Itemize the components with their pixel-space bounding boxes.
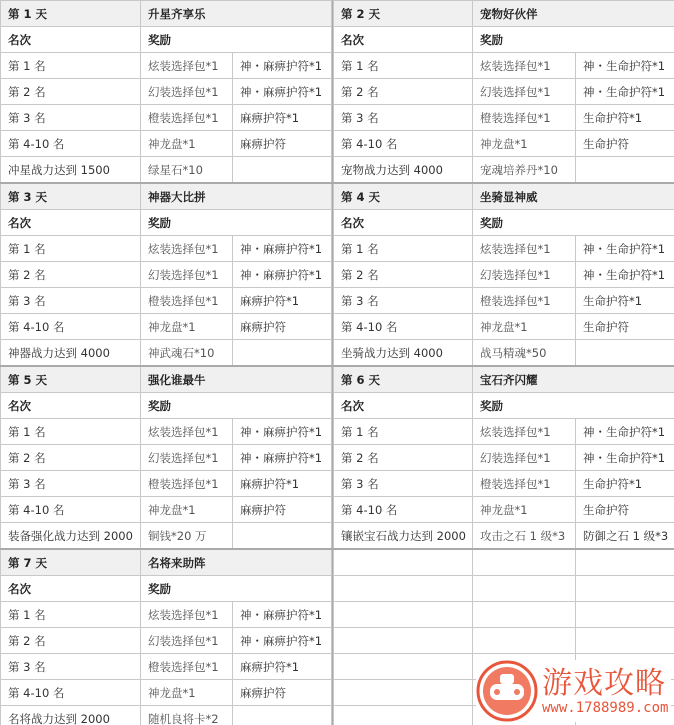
day-header-row bbox=[1, 1, 332, 27]
reward-header: 奖励 bbox=[473, 210, 674, 236]
table-row bbox=[1, 419, 332, 445]
rank-cell: 第 3 名 bbox=[334, 105, 473, 131]
reward-cell: 铜钱*20 万 bbox=[141, 523, 233, 550]
reward-cell: 炫装选择包*1 bbox=[141, 53, 233, 79]
reward-cell: 神・麻痹护符*1 bbox=[233, 236, 332, 262]
gamepad-logo-icon bbox=[476, 660, 538, 722]
reward-cell: 麻痹护符 bbox=[233, 131, 332, 157]
empty-cell bbox=[334, 680, 473, 706]
day-label: 第 4 天 bbox=[334, 183, 473, 210]
reward-cell bbox=[576, 157, 674, 184]
rewards-table-right bbox=[333, 0, 674, 725]
reward-cell: 炫装选择包*1 bbox=[141, 236, 233, 262]
table-row bbox=[334, 53, 674, 79]
reward-header: 奖励 bbox=[141, 210, 332, 236]
rank-cell: 第 1 名 bbox=[1, 53, 141, 79]
empty-cell bbox=[334, 576, 473, 602]
table-row bbox=[334, 131, 674, 157]
reward-cell: 战马精魂*50 bbox=[473, 340, 576, 367]
column-header-row bbox=[1, 210, 332, 236]
rank-cell: 第 3 名 bbox=[1, 471, 141, 497]
reward-cell: 橙装选择包*1 bbox=[141, 654, 233, 680]
reward-cell: 生命护符 bbox=[576, 314, 674, 340]
reward-cell: 神龙盘*1 bbox=[141, 497, 233, 523]
reward-cell: 生命护符*1 bbox=[576, 105, 674, 131]
table-row bbox=[334, 471, 674, 497]
table-row bbox=[334, 523, 674, 550]
event-title: 强化谁最牛 bbox=[141, 366, 332, 393]
event-title: 宠物好伙伴 bbox=[473, 1, 674, 27]
table-row bbox=[334, 340, 674, 367]
reward-cell: 神・麻痹护符*1 bbox=[233, 602, 332, 628]
table-row bbox=[334, 105, 674, 131]
day-label: 第 3 天 bbox=[1, 183, 141, 210]
rank-cell: 第 4-10 名 bbox=[334, 314, 473, 340]
empty-cell bbox=[576, 602, 674, 628]
empty-row bbox=[334, 549, 674, 576]
reward-cell: 橙装选择包*1 bbox=[473, 471, 576, 497]
rank-header: 名次 bbox=[1, 27, 141, 53]
column-header-row bbox=[1, 27, 332, 53]
reward-cell: 神・生命护符*1 bbox=[576, 236, 674, 262]
column-header-row bbox=[1, 576, 332, 602]
rank-cell: 第 4-10 名 bbox=[334, 497, 473, 523]
reward-cell: 橙装选择包*1 bbox=[141, 105, 233, 131]
table-row bbox=[1, 706, 332, 725]
left-column bbox=[0, 0, 333, 725]
reward-cell: 攻击之石 1 级*3 bbox=[473, 523, 576, 550]
rank-cell: 第 4-10 名 bbox=[1, 131, 141, 157]
right-column bbox=[333, 0, 674, 725]
rank-header: 名次 bbox=[1, 210, 141, 236]
table-row bbox=[1, 53, 332, 79]
table-row bbox=[334, 419, 674, 445]
watermark-url: www.1788989.com bbox=[542, 700, 669, 716]
table-row bbox=[334, 288, 674, 314]
reward-cell bbox=[233, 340, 332, 367]
rank-header: 名次 bbox=[1, 393, 141, 419]
rank-cell: 第 2 名 bbox=[334, 262, 473, 288]
day-label: 第 6 天 bbox=[334, 366, 473, 393]
reward-cell: 生命护符 bbox=[576, 497, 674, 523]
table-row bbox=[1, 262, 332, 288]
reward-cell: 炫装选择包*1 bbox=[473, 53, 576, 79]
rank-cell: 镶嵌宝石战力达到 2000 bbox=[334, 523, 473, 550]
empty-cell bbox=[334, 549, 473, 576]
reward-cell: 炫装选择包*1 bbox=[473, 419, 576, 445]
empty-cell bbox=[334, 654, 473, 680]
rank-cell: 名将战力达到 2000 bbox=[1, 706, 141, 725]
empty-cell bbox=[576, 549, 674, 576]
reward-cell: 神龙盘*1 bbox=[141, 680, 233, 706]
empty-row bbox=[334, 602, 674, 628]
reward-cell: 幻装选择包*1 bbox=[473, 445, 576, 471]
table-row bbox=[1, 288, 332, 314]
empty-cell bbox=[334, 706, 473, 725]
rank-header: 名次 bbox=[334, 393, 473, 419]
empty-cell bbox=[473, 576, 576, 602]
reward-cell: 神・麻痹护符*1 bbox=[233, 628, 332, 654]
reward-cell: 神龙盘*1 bbox=[141, 131, 233, 157]
rank-cell: 第 3 名 bbox=[334, 288, 473, 314]
event-title: 宝石齐闪耀 bbox=[473, 366, 674, 393]
reward-cell: 橙装选择包*1 bbox=[141, 288, 233, 314]
reward-cell: 神龙盘*1 bbox=[473, 497, 576, 523]
rank-cell: 第 2 名 bbox=[1, 445, 141, 471]
reward-cell: 神・生命护符*1 bbox=[576, 445, 674, 471]
reward-cell: 神・麻痹护符*1 bbox=[233, 79, 332, 105]
table-row bbox=[1, 680, 332, 706]
column-header-row bbox=[1, 393, 332, 419]
column-header-row bbox=[334, 393, 674, 419]
reward-cell: 幻装选择包*1 bbox=[141, 445, 233, 471]
table-row bbox=[334, 445, 674, 471]
empty-row bbox=[334, 628, 674, 654]
reward-cell: 神・麻痹护符*1 bbox=[233, 262, 332, 288]
reward-cell: 生命护符*1 bbox=[576, 471, 674, 497]
day-header-row bbox=[334, 1, 674, 27]
reward-cell: 麻痹护符 bbox=[233, 314, 332, 340]
column-header-row bbox=[334, 27, 674, 53]
rank-cell: 宠物战力达到 4000 bbox=[334, 157, 473, 184]
reward-cell bbox=[233, 706, 332, 725]
rank-cell: 第 3 名 bbox=[1, 105, 141, 131]
table-row bbox=[1, 236, 332, 262]
reward-cell: 神・生命护符*1 bbox=[576, 79, 674, 105]
rank-cell: 第 1 名 bbox=[334, 419, 473, 445]
event-title: 神器大比拼 bbox=[141, 183, 332, 210]
rank-cell: 第 2 名 bbox=[1, 79, 141, 105]
table-row bbox=[1, 497, 332, 523]
reward-header: 奖励 bbox=[473, 27, 674, 53]
day-label: 第 1 天 bbox=[1, 1, 141, 27]
empty-cell bbox=[334, 628, 473, 654]
rank-cell: 第 1 名 bbox=[1, 419, 141, 445]
reward-cell: 炫装选择包*1 bbox=[141, 419, 233, 445]
reward-cell: 麻痹护符 bbox=[233, 497, 332, 523]
reward-cell: 橙装选择包*1 bbox=[473, 105, 576, 131]
reward-cell: 炫装选择包*1 bbox=[141, 602, 233, 628]
event-title: 升星齐享乐 bbox=[141, 1, 332, 27]
rank-header: 名次 bbox=[334, 210, 473, 236]
rank-cell: 冲星战力达到 1500 bbox=[1, 157, 141, 184]
reward-cell: 幻装选择包*1 bbox=[141, 79, 233, 105]
reward-cell: 幻装选择包*1 bbox=[141, 262, 233, 288]
day-header-row bbox=[334, 366, 674, 393]
reward-cell: 神・生命护符*1 bbox=[576, 53, 674, 79]
rank-cell: 第 3 名 bbox=[334, 471, 473, 497]
table-row bbox=[1, 602, 332, 628]
empty-row bbox=[334, 576, 674, 602]
table-row bbox=[334, 236, 674, 262]
day-header-row bbox=[1, 549, 332, 576]
table-row bbox=[334, 79, 674, 105]
reward-cell bbox=[233, 157, 332, 184]
reward-cell: 麻痹护符*1 bbox=[233, 471, 332, 497]
reward-cell: 幻装选择包*1 bbox=[473, 262, 576, 288]
rank-cell: 第 3 名 bbox=[1, 288, 141, 314]
reward-cell: 随机良将卡*2 bbox=[141, 706, 233, 725]
event-title: 坐骑显神威 bbox=[473, 183, 674, 210]
reward-cell: 麻痹护符*1 bbox=[233, 288, 332, 314]
table-row bbox=[1, 471, 332, 497]
reward-cell: 生命护符 bbox=[576, 131, 674, 157]
reward-cell: 神・生命护符*1 bbox=[576, 419, 674, 445]
rank-cell: 第 2 名 bbox=[334, 79, 473, 105]
empty-cell bbox=[473, 628, 576, 654]
reward-cell: 神龙盘*1 bbox=[141, 314, 233, 340]
reward-header: 奖励 bbox=[141, 576, 332, 602]
rank-cell: 第 4-10 名 bbox=[334, 131, 473, 157]
empty-cell bbox=[473, 549, 576, 576]
rank-cell: 神器战力达到 4000 bbox=[1, 340, 141, 367]
rank-cell: 第 4-10 名 bbox=[1, 314, 141, 340]
rank-cell: 装备强化战力达到 2000 bbox=[1, 523, 141, 550]
reward-cell: 神・生命护符*1 bbox=[576, 262, 674, 288]
rank-cell: 第 3 名 bbox=[1, 654, 141, 680]
table-row bbox=[1, 105, 332, 131]
table-row bbox=[1, 340, 332, 367]
rank-cell: 坐骑战力达到 4000 bbox=[334, 340, 473, 367]
rank-cell: 第 2 名 bbox=[1, 628, 141, 654]
reward-cell: 炫装选择包*1 bbox=[473, 236, 576, 262]
reward-header: 奖励 bbox=[141, 393, 332, 419]
reward-cell: 神龙盘*1 bbox=[473, 314, 576, 340]
reward-cell: 橙装选择包*1 bbox=[473, 288, 576, 314]
day-label: 第 5 天 bbox=[1, 366, 141, 393]
reward-cell: 幻装选择包*1 bbox=[473, 79, 576, 105]
reward-cell: 神・麻痹护符*1 bbox=[233, 419, 332, 445]
reward-cell: 神龙盘*1 bbox=[473, 131, 576, 157]
day-header-row bbox=[334, 183, 674, 210]
table-row bbox=[334, 157, 674, 184]
table-row bbox=[1, 131, 332, 157]
table-row bbox=[334, 497, 674, 523]
table-row bbox=[1, 654, 332, 680]
watermark-title: 游戏攻略 bbox=[542, 666, 666, 701]
reward-cell: 生命护符*1 bbox=[576, 288, 674, 314]
reward-cell bbox=[576, 340, 674, 367]
reward-cell: 神・麻痹护符*1 bbox=[233, 53, 332, 79]
empty-cell bbox=[473, 602, 576, 628]
rank-cell: 第 2 名 bbox=[1, 262, 141, 288]
column-header-row bbox=[334, 210, 674, 236]
rewards-table-left bbox=[0, 0, 332, 725]
rank-cell: 第 4-10 名 bbox=[1, 497, 141, 523]
rank-cell: 第 1 名 bbox=[1, 236, 141, 262]
empty-cell bbox=[334, 602, 473, 628]
table-row bbox=[1, 79, 332, 105]
reward-cell: 幻装选择包*1 bbox=[141, 628, 233, 654]
table-row bbox=[334, 262, 674, 288]
empty-cell bbox=[576, 628, 674, 654]
reward-cell: 麻痹护符*1 bbox=[233, 105, 332, 131]
reward-cell bbox=[233, 523, 332, 550]
reward-cell: 绿星石*10 bbox=[141, 157, 233, 184]
event-title: 名将来助阵 bbox=[141, 549, 332, 576]
day-label: 第 7 天 bbox=[1, 549, 141, 576]
table-row bbox=[1, 523, 332, 550]
rank-cell: 第 1 名 bbox=[334, 236, 473, 262]
table-row bbox=[1, 445, 332, 471]
rank-cell: 第 1 名 bbox=[1, 602, 141, 628]
table-row bbox=[1, 157, 332, 184]
rank-cell: 第 2 名 bbox=[334, 445, 473, 471]
empty-cell bbox=[576, 576, 674, 602]
rank-cell: 第 4-10 名 bbox=[1, 680, 141, 706]
reward-cell: 橙装选择包*1 bbox=[141, 471, 233, 497]
rank-header: 名次 bbox=[1, 576, 141, 602]
reward-header: 奖励 bbox=[473, 393, 674, 419]
day-label: 第 2 天 bbox=[334, 1, 473, 27]
table-row bbox=[334, 314, 674, 340]
watermark-logo bbox=[476, 660, 671, 722]
rank-cell: 第 1 名 bbox=[334, 53, 473, 79]
reward-cell: 麻痹护符*1 bbox=[233, 654, 332, 680]
table-row bbox=[1, 314, 332, 340]
reward-cell: 神・麻痹护符*1 bbox=[233, 445, 332, 471]
reward-cell: 防御之石 1 级*3 bbox=[576, 523, 674, 550]
reward-cell: 麻痹护符 bbox=[233, 680, 332, 706]
rank-header: 名次 bbox=[334, 27, 473, 53]
reward-cell: 神武魂石*10 bbox=[141, 340, 233, 367]
table-row bbox=[1, 628, 332, 654]
day-header-row bbox=[1, 183, 332, 210]
reward-cell: 宠魂培养丹*10 bbox=[473, 157, 576, 184]
day-header-row bbox=[1, 366, 332, 393]
reward-header: 奖励 bbox=[141, 27, 332, 53]
